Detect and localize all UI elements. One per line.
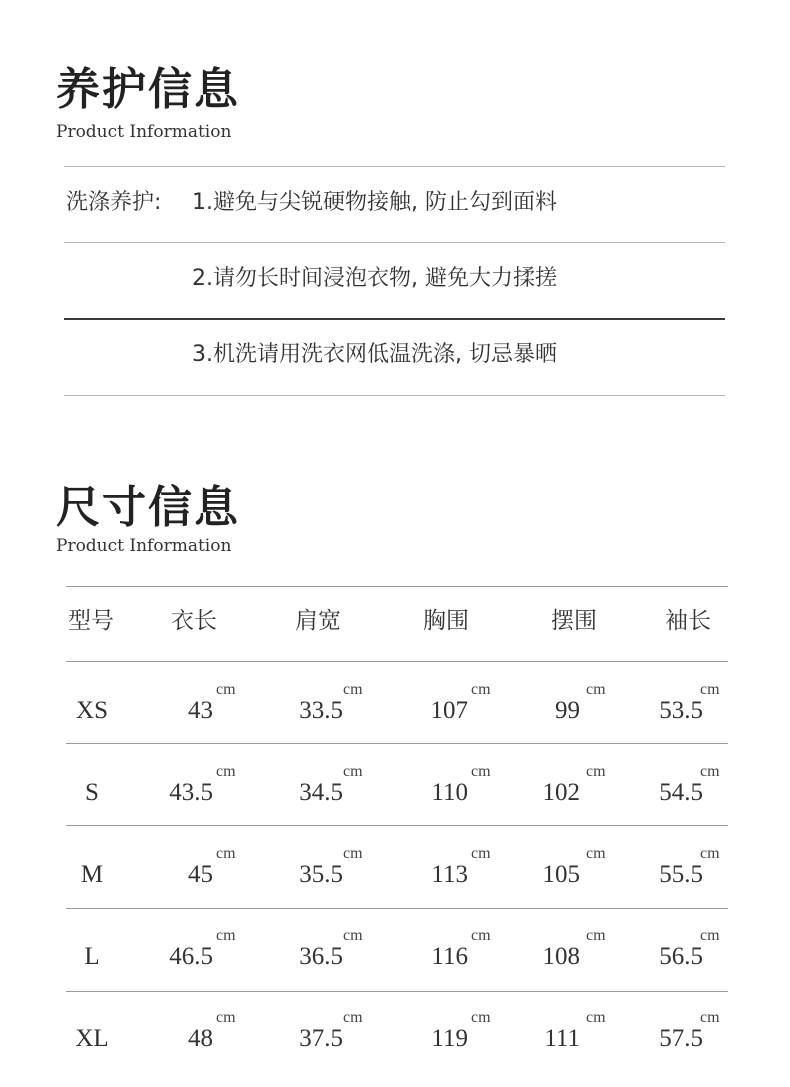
size-label: S [85, 779, 99, 806]
table-divider [66, 586, 728, 587]
table-cell-value: 33.5 [299, 697, 343, 724]
table-cell-value: 43.5 [169, 779, 213, 806]
unit-label: cm [343, 927, 363, 944]
table-cell-value: 105 [542, 861, 580, 888]
unit-label: cm [216, 845, 236, 862]
header-model: 型号 [68, 608, 114, 634]
table-cell-value: 48 [188, 1025, 213, 1052]
care-item-3: 3.机洗请用洗衣网低温洗涤, 切忌暴晒 [192, 342, 557, 367]
care-item-2: 2.请勿长时间浸泡衣物, 避免大力揉搓 [192, 266, 557, 291]
table-cell-value: 110 [431, 779, 468, 806]
care-label: 洗涤养护: [66, 190, 162, 215]
unit-label: cm [586, 845, 606, 862]
table-cell-value: 102 [542, 779, 580, 806]
size-label: XS [76, 697, 108, 724]
unit-label: cm [586, 927, 606, 944]
table-cell-value: 34.5 [299, 779, 343, 806]
unit-label: cm [700, 681, 720, 698]
unit-label: cm [700, 1009, 720, 1026]
care-section-title: 养护信息 [56, 64, 240, 115]
unit-label: cm [343, 681, 363, 698]
care-section-subtitle: Product Information [56, 122, 232, 142]
unit-label: cm [216, 927, 236, 944]
unit-label: cm [700, 927, 720, 944]
table-divider [66, 743, 728, 744]
table-divider [66, 908, 728, 909]
unit-label: cm [216, 681, 236, 698]
unit-label: cm [471, 1009, 491, 1026]
care-divider [64, 242, 725, 243]
header-shoulder: 肩宽 [295, 608, 341, 634]
table-divider [66, 661, 728, 662]
table-cell-value: 99 [555, 697, 580, 724]
care-divider [64, 395, 725, 396]
table-cell-value: 56.5 [659, 943, 703, 970]
table-cell-value: 57.5 [659, 1025, 703, 1052]
size-label: L [84, 943, 100, 970]
table-cell-value: 108 [542, 943, 580, 970]
table-divider [66, 991, 728, 992]
table-cell-value: 45 [188, 861, 213, 888]
unit-label: cm [343, 1009, 363, 1026]
table-cell-value: 107 [430, 697, 468, 724]
table-cell-value: 55.5 [659, 861, 703, 888]
unit-label: cm [471, 681, 491, 698]
table-cell-value: 111 [544, 1025, 580, 1052]
size-label: M [80, 861, 104, 888]
table-divider [66, 825, 728, 826]
care-divider [64, 166, 725, 167]
unit-label: cm [586, 763, 606, 780]
table-cell-value: 113 [431, 861, 468, 888]
size-section-title: 尺寸信息 [56, 482, 240, 533]
header-hem: 摆围 [551, 608, 597, 634]
table-cell-value: 53.5 [659, 697, 703, 724]
unit-label: cm [586, 681, 606, 698]
header-length: 衣长 [171, 608, 217, 634]
unit-label: cm [700, 845, 720, 862]
table-cell-value: 36.5 [299, 943, 343, 970]
unit-label: cm [471, 845, 491, 862]
table-cell-value: 116 [431, 943, 468, 970]
unit-label: cm [471, 927, 491, 944]
unit-label: cm [586, 1009, 606, 1026]
unit-label: cm [343, 763, 363, 780]
care-item-1: 1.避免与尖锐硬物接触, 防止勾到面料 [192, 190, 557, 215]
care-divider [64, 318, 725, 320]
table-cell-value: 119 [431, 1025, 468, 1052]
header-chest: 胸围 [423, 608, 469, 634]
unit-label: cm [343, 845, 363, 862]
table-cell-value: 43 [188, 697, 213, 724]
unit-label: cm [216, 763, 236, 780]
unit-label: cm [700, 763, 720, 780]
header-sleeve: 袖长 [665, 608, 711, 634]
table-cell-value: 37.5 [299, 1025, 343, 1052]
size-label: XL [75, 1025, 109, 1052]
table-cell-value: 46.5 [169, 943, 213, 970]
unit-label: cm [471, 763, 491, 780]
table-cell-value: 54.5 [659, 779, 703, 806]
unit-label: cm [216, 1009, 236, 1026]
table-cell-value: 35.5 [299, 861, 343, 888]
size-section-subtitle: Product Information [56, 536, 232, 556]
